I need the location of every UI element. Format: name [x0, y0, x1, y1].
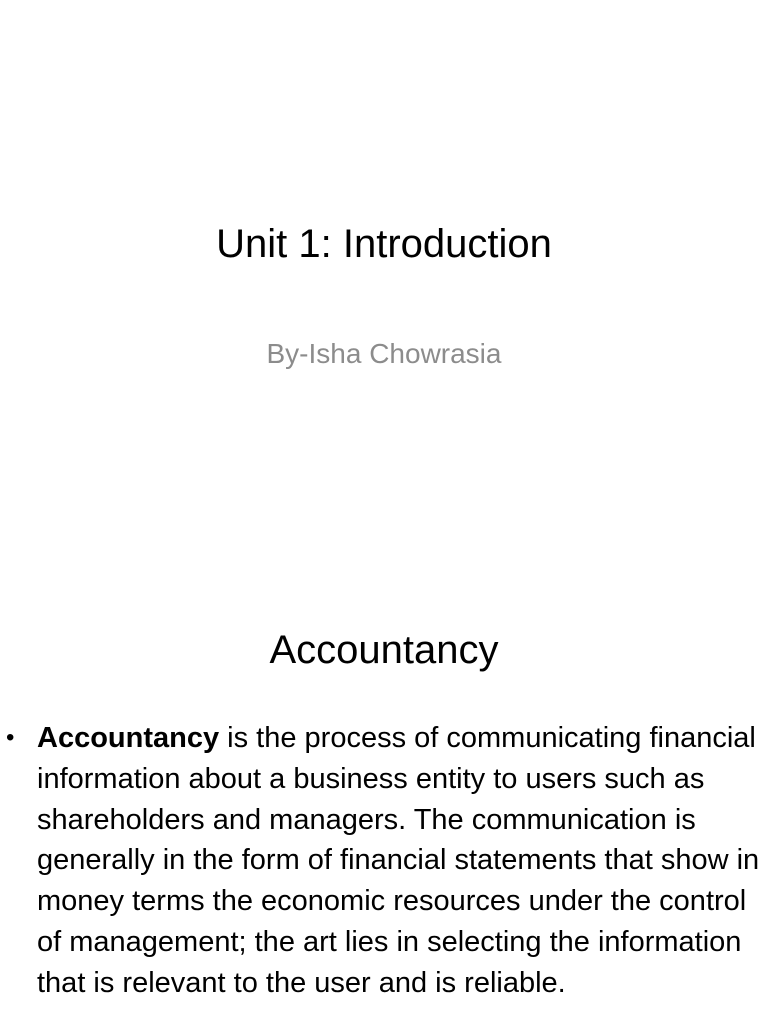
bullet-term: Accountancy	[37, 722, 220, 754]
slide-title: Accountancy	[269, 628, 499, 672]
slide-subtitle: By-Isha Chowrasia	[266, 338, 502, 369]
slide-title: Unit 1: Introduction	[216, 222, 552, 266]
content-slide	[0, 576, 768, 1024]
bullet-text: is the process of communicating financial information about a business entity to users such as shareholders and managers. The communication is generally in the form of financial statements that show in money terms the economic resources under the control of management; the art lies in selecting the information that is relevant to the user and is reliable.	[37, 722, 760, 999]
bullet-item	[0, 718, 768, 1004]
bullet-dot-icon: •	[6, 724, 15, 751]
bullet-list	[0, 718, 768, 1004]
